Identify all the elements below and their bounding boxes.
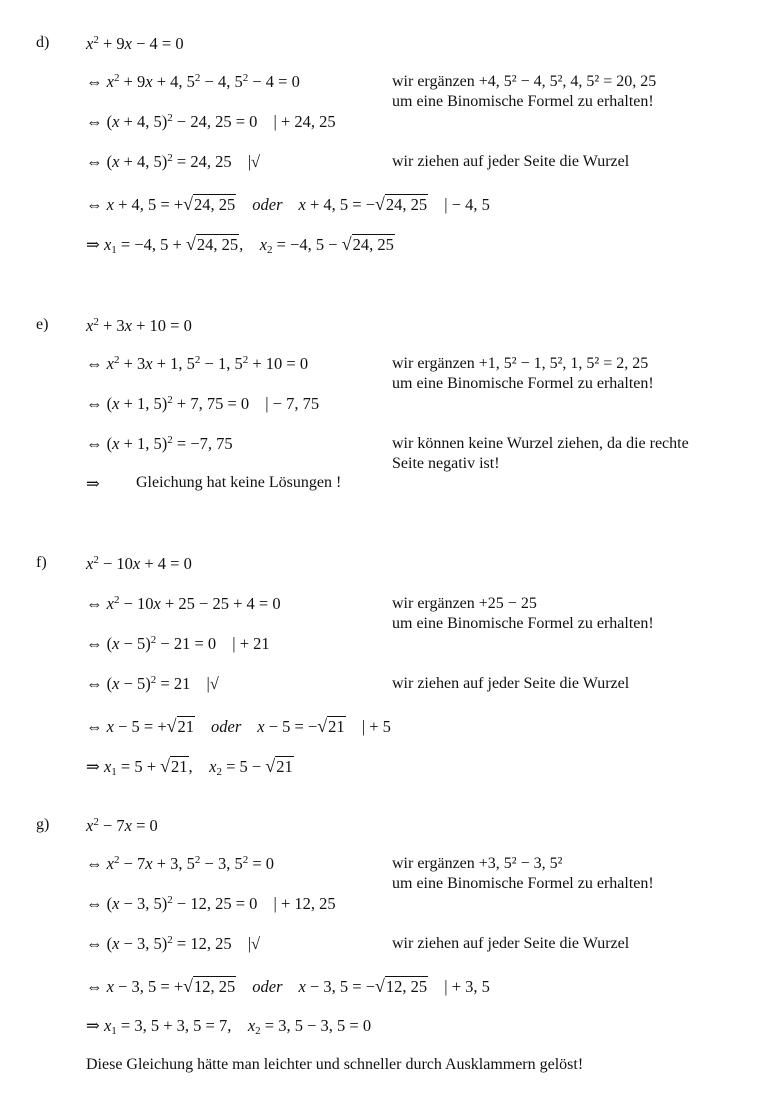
section-g-step-2: ⇔ (x − 3, 5)$^2$ − 12, 25 = 0 | + 12, 25 xyxy=(86,894,336,913)
section-e-label: e) xyxy=(36,316,49,333)
section-g-note-2 xyxy=(392,934,629,954)
section-f-step-3: ⇔ $(x - 5)^2 = 21$ |√ xyxy=(86,674,219,693)
section-e-note-2-line-2: Seite negativ ist! xyxy=(392,455,500,472)
section-d-note-2 xyxy=(392,152,629,172)
section-d-solution: ⇒ $x_1 = -4$, 5 + √24, 25, $x_2 = -4$, 5 − √24, 25 xyxy=(86,234,394,256)
section-d-equation: $x^2 + 9x - 4 = 0$ xyxy=(86,34,184,53)
section-d-note-2-line-1: wir ziehen auf jeder Seite die Wurzel xyxy=(392,153,630,170)
section-e-note-2 xyxy=(392,434,689,474)
section-e-step-1: ⇔ $x^2 + 3x + 1$, $5^2 - 1$, $5^2 + 10 = 0$ xyxy=(86,354,309,373)
section-f-note-1 xyxy=(392,594,654,634)
oder-word: oder xyxy=(211,717,242,736)
section-g-note-1-line-1: wir ergänzen +3, 5² − 3, 5² xyxy=(392,855,563,872)
section-e-conclusion: Gleichung hat keine Lösungen ! xyxy=(136,474,342,491)
section-d-note-1 xyxy=(392,72,656,112)
section-e-note-1-line-1: wir ergänzen +1, 5² − 1, 5², 1, 5² = 2, 25 xyxy=(392,355,649,372)
section-g-solution: ⇒ $x_1 = 3$, 5 + 3, 5 = 7, $x_2 = 3$, 5 − 3, 5 = 0 xyxy=(86,1016,372,1037)
section-d-step-4: ⇔ x + 4, 5 = +√24, 25 oder x + 4, 5 = −√24, 25 | − 4, 5 xyxy=(86,194,490,214)
section-f-solution: ⇒ $x_1 = 5 + √21$, $x_2 = 5 - √21$ xyxy=(86,756,293,778)
section-f-note-1-line-2: um eine Binomische Formel zu erhalten! xyxy=(392,615,654,632)
section-f-step-2: ⇔ $(x - 5)^2 - 21 = 0$ | + 21 xyxy=(86,634,270,653)
section-g-note-2-line-1: wir ziehen auf jeder Seite die Wurzel xyxy=(392,935,630,952)
section-f-label: f) xyxy=(36,554,47,571)
section-g-step-1: ⇔ $x^2 - 7x + 3$, $5^2 - 3$, $5^2 = 0$ xyxy=(86,854,275,873)
oder-word: oder xyxy=(252,977,283,996)
section-g-step-4: ⇔ x − 3, 5 = +√12, 25 oder x − 3, 5 = −√12, 25 | + 3, 5 xyxy=(86,976,490,996)
section-e-note-2-line-1: wir können keine Wurzel ziehen, da die rechte xyxy=(392,435,689,452)
section-f-note-1-line-1: wir ergänzen +25 − 25 xyxy=(392,595,537,612)
section-f-step-4: ⇔ x − 5 = +√21 oder x − 5 = −√21 | + 5 xyxy=(86,716,391,736)
section-e-arrow: ⇒ xyxy=(86,474,100,493)
section-d-step-3: ⇔ (x + 4, 5)$^2$ = 24, 25 |√ xyxy=(86,152,261,171)
section-g-note-1-line-2: um eine Binomische Formel zu erhalten! xyxy=(392,875,654,892)
section-d-step-1: ⇔ $x^2 + 9x + 4$, $5^2 - 4$, $5^2 - 4 = 0$ xyxy=(86,72,300,91)
section-g-label: g) xyxy=(36,816,50,833)
section-g-step-3: ⇔ (x − 3, 5)$^2$ = 12, 25 |√ xyxy=(86,934,261,953)
section-d-note-1-line-2: um eine Binomische Formel zu erhalten! xyxy=(392,93,654,110)
section-e-note-1 xyxy=(392,354,654,394)
section-d-step-2: ⇔ (x + 4, 5)$^2$ − 24, 25 = 0 | + 24, 25 xyxy=(86,112,336,131)
section-g-note-1 xyxy=(392,854,654,894)
section-e-equation: $x^2 + 3x + 10 = 0$ xyxy=(86,316,192,335)
section-f-equation: $x^2 - 10x + 4 = 0$ xyxy=(86,554,192,573)
section-f-note-2 xyxy=(392,674,629,694)
section-d-note-1-line-1: wir ergänzen +4, 5² − 4, 5², 4, 5² = 20, 25 xyxy=(392,73,657,90)
oder-word: oder xyxy=(252,195,283,214)
section-d-label: d) xyxy=(36,34,50,51)
section-f-note-2-line-1: wir ziehen auf jeder Seite die Wurzel xyxy=(392,675,630,692)
section-g-equation: $x^2 - 7x = 0$ xyxy=(86,816,158,835)
section-f-step-1: ⇔ $x^2 - 10x + 25 - 25 + 4 = 0$ xyxy=(86,594,281,613)
section-e-step-2: ⇔ (x + 1, 5)$^2$ + 7, 75 = 0 | − 7, 75 xyxy=(86,394,320,413)
section-e-note-1-line-2: um eine Binomische Formel zu erhalten! xyxy=(392,375,654,392)
section-g-final-remark: Diese Gleichung hätte man leichter und schneller durch Ausklammern gelöst! xyxy=(86,1056,584,1073)
section-e-step-3: ⇔ (x + 1, 5)$^2$ = −7, 75 xyxy=(86,434,233,453)
